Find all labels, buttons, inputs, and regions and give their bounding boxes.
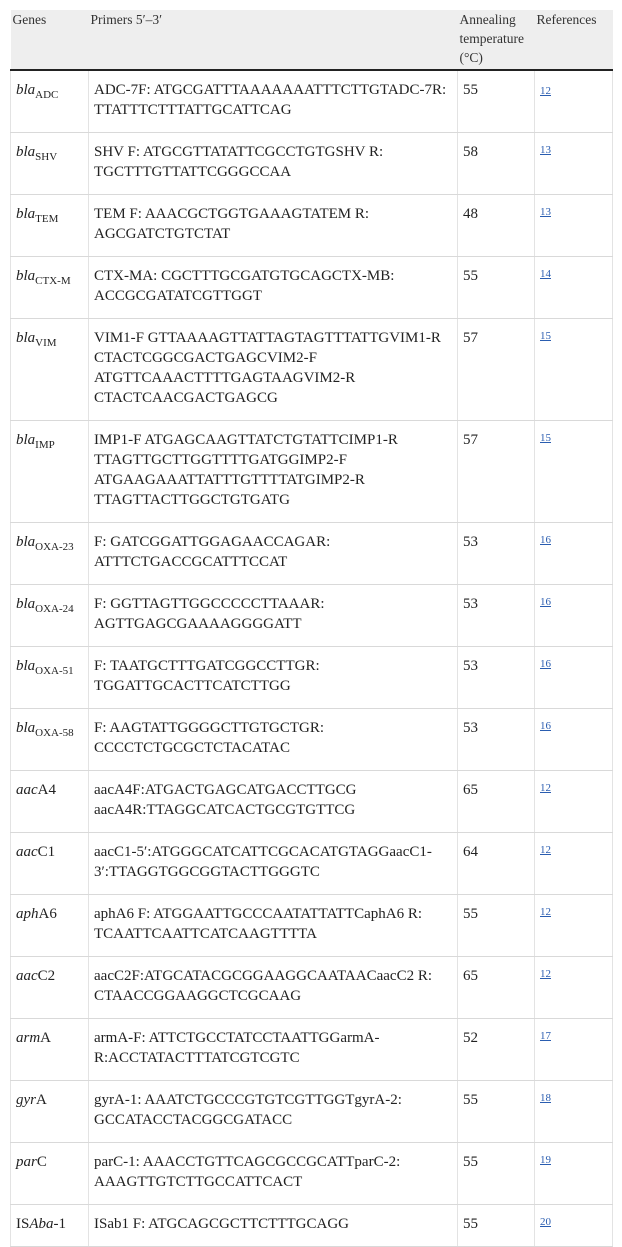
annealing-temp-cell: 64 bbox=[458, 833, 535, 895]
gene-name-italic: gyr bbox=[16, 1092, 36, 1108]
primers-cell: aacA4F:ATGACTGAGCATGACCTTGCG aacA4R:TTAGGCATCACTGCGTGTTCG bbox=[89, 771, 458, 833]
reference-link[interactable]: 13 bbox=[540, 144, 551, 156]
header-genes: Genes bbox=[11, 10, 89, 70]
gene-suffix: A bbox=[40, 1030, 52, 1046]
gene-name-italic: bla bbox=[16, 534, 36, 550]
table-row bbox=[11, 1143, 613, 1205]
primers-cell: F: GATCGGATTGGAGAACCAGAR: ATTTCTGACCGCATTTCCAT bbox=[89, 523, 458, 585]
table-row bbox=[11, 647, 613, 709]
gene-cell bbox=[11, 833, 89, 895]
gene-name-italic: bla bbox=[16, 720, 36, 736]
primers-cell: aacC1-5′:ATGGGCATCATTCGCACATGTAGGaacC1-3′:TTAGGTGGCGGTACTTGGGTC bbox=[89, 833, 458, 895]
gene-suffix: -1 bbox=[53, 1216, 67, 1232]
annealing-temp-cell: 55 bbox=[458, 70, 535, 133]
reference-cell bbox=[535, 771, 613, 833]
reference-cell bbox=[535, 1205, 613, 1247]
gene-cell bbox=[11, 421, 89, 523]
gene-subscript: TEM bbox=[35, 213, 59, 225]
annealing-temp-cell: 57 bbox=[458, 319, 535, 421]
gene-suffix: C2 bbox=[37, 968, 56, 984]
gene-cell bbox=[11, 70, 89, 133]
gene-cell bbox=[11, 319, 89, 421]
annealing-temp-cell: 55 bbox=[458, 257, 535, 319]
primers-cell: TEM F: AAACGCTGGTGAAAGTATEM R: AGCGATCTGTCTAT bbox=[89, 195, 458, 257]
reference-cell bbox=[535, 709, 613, 771]
reference-cell bbox=[535, 895, 613, 957]
table-row bbox=[11, 1019, 613, 1081]
reference-link[interactable]: 20 bbox=[540, 1216, 551, 1228]
annealing-temp-cell: 53 bbox=[458, 585, 535, 647]
gene-name-italic: aac bbox=[16, 782, 38, 798]
annealing-temp-cell: 65 bbox=[458, 771, 535, 833]
table-row bbox=[11, 833, 613, 895]
annealing-temp-cell: 53 bbox=[458, 647, 535, 709]
reference-link[interactable]: 16 bbox=[540, 534, 551, 546]
gene-prefix: IS bbox=[16, 1216, 30, 1232]
annealing-temp-cell: 53 bbox=[458, 709, 535, 771]
annealing-temp-cell: 55 bbox=[458, 1143, 535, 1205]
reference-link[interactable]: 12 bbox=[540, 906, 551, 918]
primers-cell: aacC2F:ATGCATACGCGGAAGGCAATAACaacC2 R: CTAACCGGAAGGCTCGCAAG bbox=[89, 957, 458, 1019]
gene-subscript: VIM bbox=[35, 337, 57, 349]
gene-name-italic: bla bbox=[16, 82, 36, 98]
gene-cell bbox=[11, 257, 89, 319]
gene-cell bbox=[11, 1205, 89, 1247]
annealing-temp-cell: 58 bbox=[458, 133, 535, 195]
gene-cell bbox=[11, 523, 89, 585]
table-row bbox=[11, 957, 613, 1019]
table-row bbox=[11, 257, 613, 319]
gene-name-italic: bla bbox=[16, 144, 36, 160]
header-annealing bbox=[458, 10, 535, 70]
gene-name-italic: bla bbox=[16, 206, 36, 222]
table-row bbox=[11, 523, 613, 585]
reference-cell bbox=[535, 1019, 613, 1081]
reference-cell bbox=[535, 1143, 613, 1205]
gene-name-italic: bla bbox=[16, 658, 36, 674]
reference-link[interactable]: 15 bbox=[540, 330, 551, 342]
table-row bbox=[11, 319, 613, 421]
table-row bbox=[11, 709, 613, 771]
reference-link[interactable]: 17 bbox=[540, 1030, 551, 1042]
gene-cell bbox=[11, 895, 89, 957]
primers-cell: IMP1-F ATGAGCAAGTTATCTGTATTCIMP1-R TTAGTTGCTTGGTTTTGATGGIMP2-F ATGAAGAAATTATTTGTTTTATGIMP2-R TTAGTTACTTGGCTGTGATG bbox=[89, 421, 458, 523]
annealing-temp-cell: 55 bbox=[458, 1205, 535, 1247]
gene-subscript: OXA-23 bbox=[35, 541, 74, 553]
reference-link[interactable]: 16 bbox=[540, 658, 551, 670]
reference-cell bbox=[535, 1081, 613, 1143]
header-annealing-line2: temperature bbox=[459, 31, 524, 46]
table-row bbox=[11, 1081, 613, 1143]
reference-link[interactable]: 12 bbox=[540, 782, 551, 794]
gene-name-italic: aac bbox=[16, 844, 38, 860]
gene-subscript: OXA-24 bbox=[35, 603, 74, 615]
table-row bbox=[11, 771, 613, 833]
reference-link[interactable]: 16 bbox=[540, 596, 551, 608]
table-header-row bbox=[11, 10, 613, 70]
reference-link[interactable]: 12 bbox=[540, 968, 551, 980]
gene-name-italic: bla bbox=[16, 596, 36, 612]
reference-cell bbox=[535, 585, 613, 647]
primers-cell: CTX-MA: CGCTTTGCGATGTGCAGCTX-MB: ACCGCGATATCGTTGGT bbox=[89, 257, 458, 319]
gene-cell bbox=[11, 133, 89, 195]
annealing-temp-cell: 53 bbox=[458, 523, 535, 585]
gene-name-italic: aac bbox=[16, 968, 38, 984]
reference-link[interactable]: 19 bbox=[540, 1154, 551, 1166]
primers-cell: VIM1-F GTTAAAAGTTATTAGTAGTTTATTGVIM1-R CTACTCGGCGACTGAGCVIM2-F ATGTTCAAACTTTTGAGTAAGVIM2-R CTACTCAACGACTGAGCG bbox=[89, 319, 458, 421]
gene-name-italic: bla bbox=[16, 330, 36, 346]
gene-suffix: C bbox=[36, 1154, 47, 1170]
reference-link[interactable]: 12 bbox=[540, 844, 551, 856]
primers-cell: armA-F: ATTCTGCCTATCCTAATTGGarmA-R:ACCTATACTTTATCGTCGTC bbox=[89, 1019, 458, 1081]
annealing-temp-cell: 55 bbox=[458, 1081, 535, 1143]
reference-cell bbox=[535, 421, 613, 523]
gene-suffix: A6 bbox=[38, 906, 57, 922]
primers-cell: F: GGTTAGTTGGCCCCCTTAAAR: AGTTGAGCGAAAAGGGGATT bbox=[89, 585, 458, 647]
reference-cell bbox=[535, 647, 613, 709]
gene-cell bbox=[11, 957, 89, 1019]
gene-subscript: SHV bbox=[35, 151, 58, 163]
gene-cell bbox=[11, 647, 89, 709]
primer-table-container bbox=[10, 10, 612, 1247]
table-row bbox=[11, 585, 613, 647]
table-row bbox=[11, 195, 613, 257]
annealing-temp-cell: 52 bbox=[458, 1019, 535, 1081]
primers-cell: ISab1 F: ATGCAGCGCTTCTTTGCAGG bbox=[89, 1205, 458, 1247]
reference-cell bbox=[535, 319, 613, 421]
reference-link[interactable]: 15 bbox=[540, 432, 551, 444]
gene-name-italic: aph bbox=[16, 906, 39, 922]
reference-link[interactable]: 12 bbox=[540, 85, 551, 97]
header-annealing-line1: Annealing bbox=[459, 12, 516, 27]
header-references: References bbox=[535, 10, 613, 70]
primers-cell: parC-1: AAACCTGTTCAGCGCCGCATTparC-2: AAAGTTGTCTTGCCATTCACT bbox=[89, 1143, 458, 1205]
reference-cell bbox=[535, 957, 613, 1019]
primers-cell: F: TAATGCTTTGATCGGCCTTGR: TGGATTGCACTTCATCTTGG bbox=[89, 647, 458, 709]
primers-cell: SHV F: ATGCGTTATATTCGCCTGTGSHV R: TGCTTTGTTATTCGGGCCAA bbox=[89, 133, 458, 195]
gene-suffix: C1 bbox=[37, 844, 56, 860]
gene-cell bbox=[11, 195, 89, 257]
annealing-temp-cell: 65 bbox=[458, 957, 535, 1019]
reference-cell bbox=[535, 257, 613, 319]
table-row bbox=[11, 70, 613, 133]
primers-cell: ADC-7F: ATGCGATTTAAAAAAATTTCTTGTADC-7R: TTATTTCTTTATTGCATTCAG bbox=[89, 70, 458, 133]
reference-cell bbox=[535, 133, 613, 195]
gene-subscript: IMP bbox=[35, 439, 55, 451]
primers-cell: aphA6 F: ATGGAATTGCCCAATATTATTCaphA6 R: TCAATTCAATTCATCAAGTTTTA bbox=[89, 895, 458, 957]
reference-link[interactable]: 16 bbox=[540, 720, 551, 732]
reference-cell bbox=[535, 195, 613, 257]
gene-cell bbox=[11, 1081, 89, 1143]
table-row bbox=[11, 133, 613, 195]
gene-suffix: A bbox=[36, 1092, 47, 1108]
header-annealing-line3: (°C) bbox=[459, 50, 483, 65]
gene-subscript: ADC bbox=[35, 89, 59, 101]
annealing-temp-cell: 48 bbox=[458, 195, 535, 257]
gene-name-italic: arm bbox=[16, 1030, 41, 1046]
gene-cell bbox=[11, 771, 89, 833]
reference-link[interactable]: 18 bbox=[540, 1092, 551, 1104]
reference-link[interactable]: 14 bbox=[540, 268, 551, 280]
gene-cell bbox=[11, 1143, 89, 1205]
table-row bbox=[11, 1205, 613, 1247]
reference-cell bbox=[535, 833, 613, 895]
primer-table bbox=[10, 10, 613, 1247]
reference-link[interactable]: 13 bbox=[540, 206, 551, 218]
gene-cell bbox=[11, 709, 89, 771]
annealing-temp-cell: 57 bbox=[458, 421, 535, 523]
reference-cell bbox=[535, 523, 613, 585]
primers-cell: gyrA-1: AAATCTGCCCGTGTCGTTGGTgyrA-2: GCCATACCTACGGCGATACC bbox=[89, 1081, 458, 1143]
gene-subscript: OXA-51 bbox=[35, 665, 74, 677]
reference-cell bbox=[535, 70, 613, 133]
annealing-temp-cell: 55 bbox=[458, 895, 535, 957]
gene-cell bbox=[11, 1019, 89, 1081]
gene-name-italic: Aba bbox=[29, 1216, 54, 1232]
gene-subscript: CTX-M bbox=[35, 275, 71, 287]
table-row bbox=[11, 895, 613, 957]
table-row bbox=[11, 421, 613, 523]
gene-cell bbox=[11, 585, 89, 647]
gene-suffix: A4 bbox=[37, 782, 57, 798]
primers-cell: F: AAGTATTGGGGCTTGTGCTGR: CCCCTCTGCGCTCTACATAC bbox=[89, 709, 458, 771]
gene-subscript: OXA-58 bbox=[35, 727, 74, 739]
gene-name-italic: bla bbox=[16, 432, 36, 448]
header-primers: Primers 5′–3′ bbox=[89, 10, 458, 70]
gene-name-italic: bla bbox=[16, 268, 36, 284]
gene-name-italic: par bbox=[16, 1154, 37, 1170]
